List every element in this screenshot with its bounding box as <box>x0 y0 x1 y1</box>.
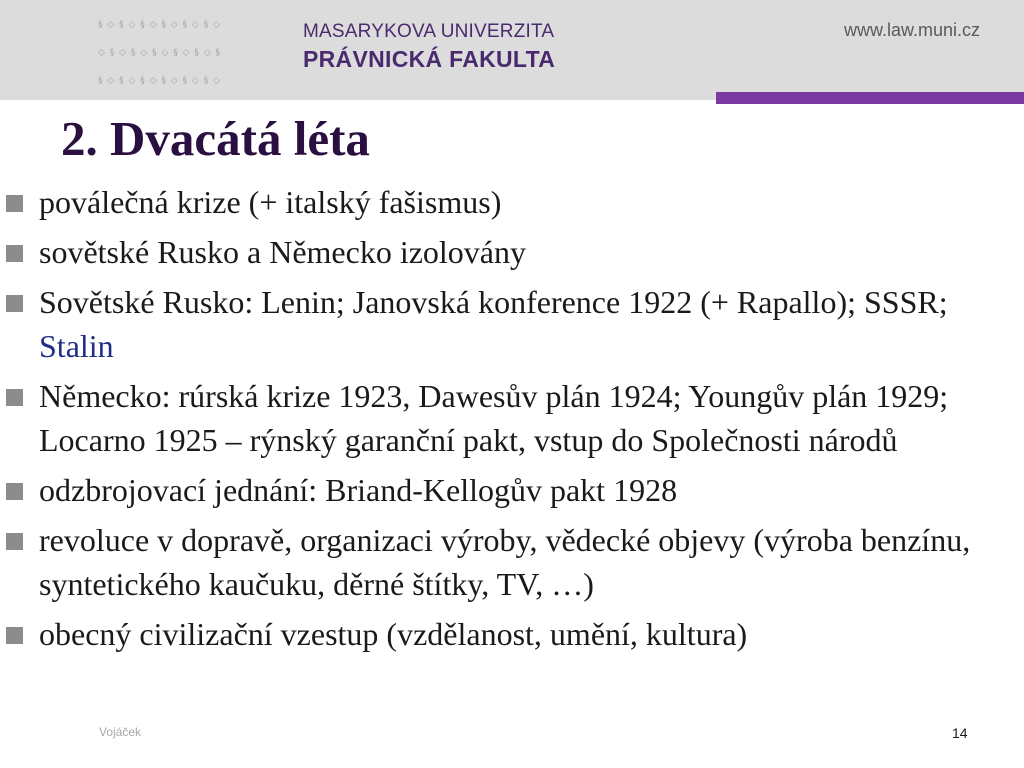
slide-header <box>0 0 1024 100</box>
slide-title: 2. Dvacátá léta <box>61 111 370 166</box>
bullet-square-icon <box>6 627 23 644</box>
bullet-item <box>0 468 1024 512</box>
bullet-text: sovětské Rusko a Německo izolovány <box>39 234 526 270</box>
bullet-square-icon <box>6 389 23 406</box>
accent-bar <box>716 92 1024 104</box>
logo-pattern <box>98 3 258 95</box>
bullet-item <box>0 280 1024 368</box>
bullet-list <box>0 180 1024 662</box>
highlighted-link-text[interactable]: Stalin <box>39 328 114 364</box>
website-url: www.law.muni.cz <box>843 20 980 40</box>
pattern-row: ◇ § ◇ § ◇ § ◇ § ◇ § ◇ § <box>98 48 221 59</box>
bullet-item <box>0 230 1024 274</box>
bullet-text: Sovětské Rusko: Lenin; Janovská konference 1922 (+ Rapallo); SSSR; <box>39 284 948 320</box>
bullet-square-icon <box>6 195 23 212</box>
bullet-text: poválečná krize (+ italský fašismus) <box>39 184 502 220</box>
bullet-text: odzbrojovací jednání: Briand-Kellogův pakt 1928 <box>39 472 678 508</box>
university-name: MASARYKOVA UNIVERZITA <box>303 21 555 42</box>
bullet-item <box>0 612 1024 656</box>
bullet-square-icon <box>6 483 23 500</box>
faculty-name: PRÁVNICKÁ FAKULTA <box>303 46 556 72</box>
bullet-square-icon <box>6 295 23 312</box>
bullet-item <box>0 374 1024 462</box>
pattern-row: § ◇ § ◇ § ◇ § ◇ § ◇ § ◇ <box>98 20 221 31</box>
bullet-item <box>0 180 1024 224</box>
bullet-square-icon <box>6 245 23 262</box>
page-number: 14 <box>952 725 968 741</box>
bullet-square-icon <box>6 533 23 550</box>
bullet-item <box>0 518 1024 606</box>
bullet-text: Německo: rúrská krize 1923, Dawesův plán 1924; Youngův plán 1929; Locarno 1925 – rýnský garanční pakt, vstup do Společnosti národů <box>39 378 949 458</box>
footer-author: Vojáček <box>99 725 142 739</box>
bullet-text: revoluce v dopravě, organizaci výroby, vědecké objevy (výroba benzínu, syntetického kaučuku, děrné štítky, TV, …) <box>39 522 971 602</box>
bullet-text: obecný civilizační vzestup (vzdělanost, umění, kultura) <box>39 616 748 652</box>
pattern-row: § ◇ § ◇ § ◇ § ◇ § ◇ § ◇ <box>98 75 221 86</box>
